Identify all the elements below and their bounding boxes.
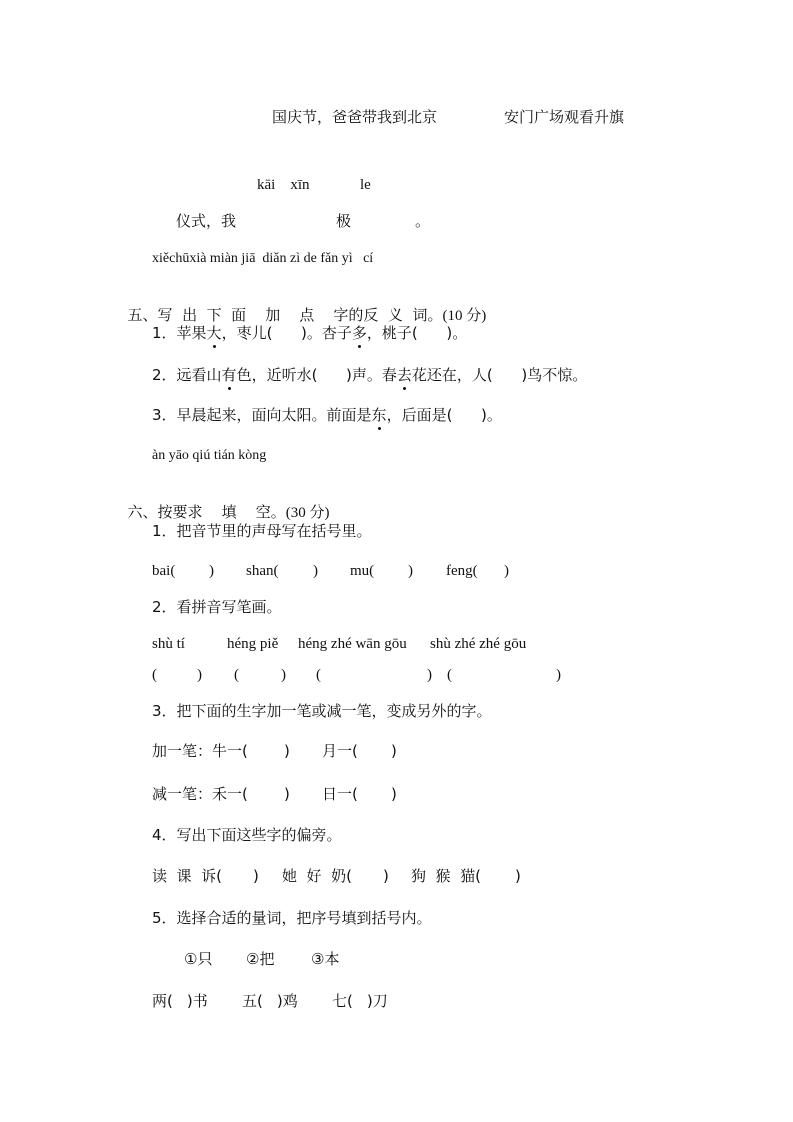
q-text: 2．远看山 (152, 366, 222, 384)
section6-score: (30 分) (285, 505, 330, 521)
section6-heading-text: 六、按要求 填 空。 (127, 503, 286, 521)
s6-q2-close[interactable]: ) (281, 667, 286, 683)
s5-question-2 (152, 366, 587, 384)
s6-q3-close[interactable]: ) (391, 742, 397, 760)
s6-q5-item-2 (242, 992, 298, 1010)
s6-q5-option: ①只 (184, 950, 213, 968)
passage-line-1b: 安门广场观看升旗 (504, 108, 625, 126)
s6-q2-label: 2．看拼音写笔画。 (152, 598, 282, 616)
dotted-char: 多 (351, 324, 367, 342)
answer-blank[interactable] (272, 324, 301, 342)
s6-q5-option: ②把 (246, 950, 275, 968)
passage-line-2a: 仪式，我 (176, 212, 237, 230)
passage-line-1a: 国庆节，爸爸带我到北京 (272, 108, 438, 126)
q-text: )鸟不惊。 (521, 366, 588, 384)
q-text: 五( (242, 992, 263, 1010)
answer-blank[interactable] (493, 366, 522, 384)
s6-q3-sub: 减一笔：禾一( (152, 785, 248, 803)
s6-q2-open[interactable]: ( (447, 667, 452, 683)
q-text: )。 (446, 324, 468, 342)
q-text: )。杏子 (301, 324, 352, 342)
s6-q2-pinyin: shù tí (152, 636, 185, 652)
s6-q5-item-1 (152, 992, 208, 1010)
q-text: 3．早晨起来，面向太阳。前面是 (152, 406, 372, 424)
s6-q3-close[interactable]: ) (391, 785, 397, 803)
dotted-char: 去 (396, 366, 412, 384)
s6-q5-label: 5．选择合适的量词，把序号填到括号内。 (152, 909, 432, 927)
dotted-char: 有 (221, 366, 237, 384)
passage-line-2-end: 。 (415, 212, 431, 230)
s6-q1-item: bai( (152, 563, 176, 579)
s6-q4-group: 读 课 诉( (152, 867, 222, 885)
s6-q5-item-3 (332, 992, 388, 1010)
q-text: ，后面是( (386, 406, 453, 424)
s5-question-3 (152, 406, 502, 424)
q-text: )鸡 (276, 992, 298, 1010)
q-text: 1．苹果 (152, 324, 207, 342)
s6-q4-close[interactable]: ) (253, 867, 259, 885)
s6-q4-label: 4．写出下面这些字的偏旁。 (152, 826, 342, 844)
q-text: 花还在，人( (411, 366, 493, 384)
s5-question-1 (152, 324, 467, 342)
s6-q3-close[interactable]: ) (284, 785, 290, 803)
s6-q1-label: 1．把音节里的声母写在括号里。 (152, 522, 372, 540)
s6-q1-close[interactable]: ) (408, 563, 413, 579)
s6-q2-pinyin: héng zhé wān gōu (298, 636, 407, 652)
s6-q4-group: 她 好 奶( (282, 867, 352, 885)
s6-q2-close[interactable]: ) (197, 667, 202, 683)
answer-blank[interactable] (317, 366, 346, 384)
s6-q1-close[interactable]: ) (313, 563, 318, 579)
s6-q4-close[interactable]: ) (515, 867, 521, 885)
q-text: )书 (186, 992, 208, 1010)
s6-q2-pinyin: héng piě (227, 636, 279, 652)
s6-q2-open[interactable]: ( (316, 667, 321, 683)
section6-pinyin: àn yāo qiú tián kòng (152, 448, 267, 463)
section5-heading (118, 286, 486, 325)
s6-q3-add-2: 月一( (322, 742, 358, 760)
q-text: )声。春 (346, 366, 397, 384)
s6-q3-close[interactable]: ) (284, 742, 290, 760)
s6-q1-item: feng( (446, 563, 478, 579)
s6-q1-close[interactable]: ) (504, 563, 509, 579)
section5-pinyin: xiěchūxià miàn jiā diǎn zì de fǎn yì cí (152, 251, 374, 266)
answer-blank[interactable] (418, 324, 447, 342)
passage-line-2b: 极 (336, 212, 352, 230)
s6-q2-open[interactable]: ( (152, 667, 157, 683)
q-text: )。 (481, 406, 502, 424)
s6-q2-close[interactable]: ) (427, 667, 432, 683)
s6-q1-item: mu( (350, 563, 375, 579)
s6-q4-group: 狗 猴 猫( (411, 867, 481, 885)
s6-q2-close[interactable]: ) (556, 667, 561, 683)
q-text: 七( (332, 992, 353, 1010)
s6-q2-open[interactable]: ( (234, 667, 239, 683)
pinyin-le: le (360, 177, 371, 193)
section5-score: (10 分) (442, 308, 487, 324)
s6-q2-pinyin: shù zhé zhé gōu (430, 636, 527, 652)
pinyin-kai-xin: kāi xīn (257, 177, 310, 193)
answer-blank[interactable] (452, 406, 481, 424)
s6-q4-close[interactable]: ) (383, 867, 389, 885)
q-text: )刀 (366, 992, 388, 1010)
s6-q1-close[interactable]: ) (209, 563, 214, 579)
s6-q3-sub-2: 日一( (322, 785, 358, 803)
s6-q5-option: ③本 (311, 950, 340, 968)
dotted-char: 大 (206, 324, 222, 342)
s6-q3-add: 加一笔：牛一( (152, 742, 248, 760)
dotted-char: 东 (371, 406, 387, 424)
q-text: ，桃子( (366, 324, 418, 342)
s6-q3-label: 3．把下面的生字加一笔或减一笔，变成另外的字。 (152, 702, 492, 720)
q-text: 两( (152, 992, 173, 1010)
q-text: ，枣儿( (221, 324, 273, 342)
s6-q1-item: shan( (246, 563, 279, 579)
q-text: 色，近听水( (236, 366, 318, 384)
section5-heading-text: 五、写 出 下 面 加 点 字的反 义 词。 (127, 306, 443, 324)
section6-heading (118, 483, 329, 522)
